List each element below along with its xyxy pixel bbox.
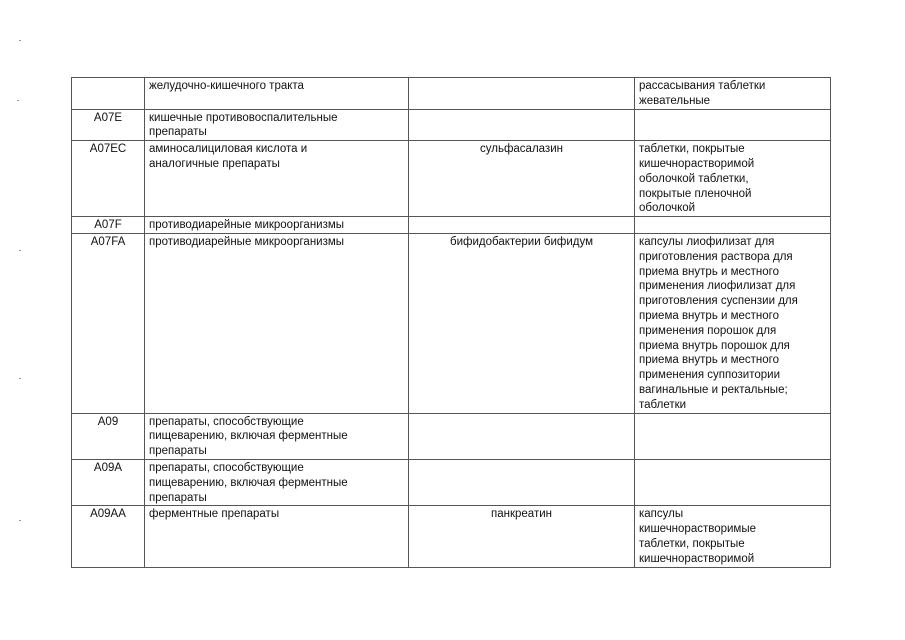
atc-code-cell: A07E [72,109,145,141]
inn-cell [409,109,635,141]
atc-code-cell: A09 [72,413,145,459]
dosage-form-cell [635,109,831,141]
dosage-form-cell [635,459,831,505]
inn-cell: сульфасалазин [409,141,635,217]
atc-code-cell: A07EC [72,141,145,217]
dosage-form-cell: рассасывания таблетки жевательные [635,78,831,110]
dosage-form-cell [635,217,831,234]
margin-mark [19,520,21,521]
table-row [72,109,831,141]
table-row [72,459,831,505]
group-name-cell: желудочно-кишечного тракта [145,78,409,110]
group-name-cell: ферментные препараты [145,506,409,567]
atc-code-cell [72,78,145,110]
inn-cell: бифидобактерии бифидум [409,233,635,413]
inn-cell [409,459,635,505]
margin-mark [19,378,21,379]
group-name-cell: противодиарейные микроорганизмы [145,217,409,234]
group-name-cell: аминосалициловая кислота и аналогичные препараты [145,141,409,217]
margin-mark [19,250,21,251]
group-name-cell: препараты, способствующие пищеварению, включая ферментные препараты [145,413,409,459]
dosage-form-cell: капсулы кишечнорастворимые таблетки, покрытые кишечнорастворимой [635,506,831,567]
drug-classification-table [71,77,831,568]
group-name-cell: противодиарейные микроорганизмы [145,233,409,413]
atc-code-cell: A09AA [72,506,145,567]
table-row [72,413,831,459]
dosage-form-cell [635,413,831,459]
dosage-form-cell: капсулы лиофилизат для приготовления раствора для приема внутрь и местного применения лиофилизат для приготовления суспензии для приема внутрь и местного применения порошок для приема внутрь порошок для приема внутрь и местного применения суппозитории вагинальные и ректальные; таблетки [635,233,831,413]
inn-cell [409,78,635,110]
table-row [72,217,831,234]
table-row [72,506,831,567]
group-name-cell: препараты, способствующие пищеварению, включая ферментные препараты [145,459,409,505]
atc-code-cell: A07FA [72,233,145,413]
inn-cell [409,413,635,459]
inn-cell: панкреатин [409,506,635,567]
group-name-cell: кишечные противовоспалительные препараты [145,109,409,141]
margin-mark [17,100,19,101]
dosage-form-cell: таблетки, покрытые кишечнорастворимой оболочкой таблетки, покрытые пленочной оболочкой [635,141,831,217]
margin-mark [19,40,21,41]
table-row [72,78,831,110]
atc-code-cell: A09A [72,459,145,505]
atc-code-cell: A07F [72,217,145,234]
inn-cell [409,217,635,234]
table-row [72,233,831,413]
table-row [72,141,831,217]
